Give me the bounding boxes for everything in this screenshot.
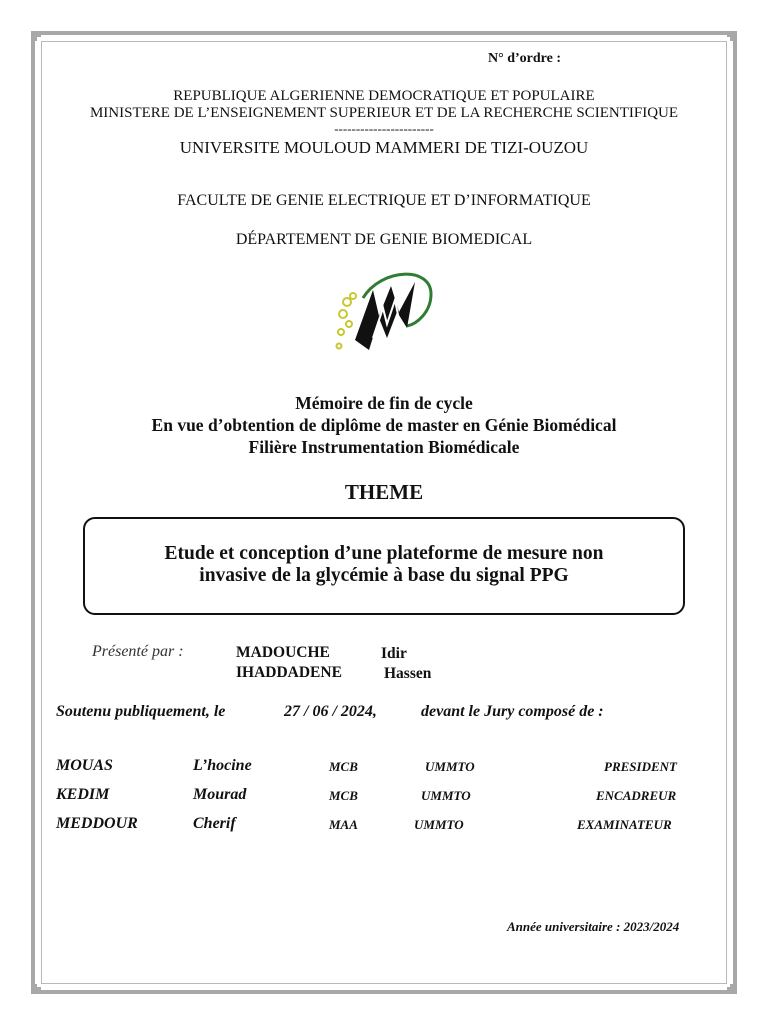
republic-line: REPUBLIQUE ALGERIENNE DEMOCRATIQUE ET POPULAIRE bbox=[173, 88, 595, 104]
corner-ornament bbox=[727, 984, 737, 994]
jury-institution: UMMTO bbox=[425, 759, 475, 774]
academic-year: Année universitaire : 2023/2024 bbox=[507, 919, 680, 934]
corner-ornament bbox=[31, 31, 41, 41]
page-border-inner bbox=[41, 41, 727, 984]
jury-grade: MAA bbox=[329, 817, 358, 832]
corner-ornament bbox=[31, 984, 41, 994]
student-first-name: Hassen bbox=[384, 665, 432, 682]
theme-title-line1: Etude et conception d’une plateforme de mesure non bbox=[164, 543, 604, 564]
theme-box bbox=[83, 517, 685, 615]
header-separator: ----------------------- bbox=[334, 121, 434, 136]
university-name: UNIVERSITE MOULOUD MAMMERI DE TIZI-OUZOU bbox=[179, 138, 589, 157]
jury-first-name: L’hocine bbox=[193, 757, 252, 774]
jury-grade: MCB bbox=[329, 788, 358, 803]
memoire-degree: En vue d’obtention de diplôme de master en Génie Biomédical bbox=[151, 415, 617, 435]
jury-grade: MCB bbox=[329, 759, 358, 774]
jury-first-name: Cherif bbox=[193, 815, 236, 832]
student-first-name: Idir bbox=[381, 645, 407, 662]
university-logo bbox=[333, 268, 437, 354]
jury-institution: UMMTO bbox=[421, 788, 471, 803]
jury-last-name: KEDIM bbox=[56, 786, 110, 803]
order-number-label: N° d’ordre : bbox=[488, 51, 561, 66]
presented-by-label: Présenté par : bbox=[92, 643, 184, 660]
corner-ornament bbox=[727, 31, 737, 41]
theme-title-line2: invasive de la glycémie à base du signal PPG bbox=[199, 565, 569, 586]
faculty-name: FACULTE DE GENIE ELECTRIQUE ET D’INFORMATIQUE bbox=[177, 192, 591, 209]
memoire-title: Mémoire de fin de cycle bbox=[295, 393, 473, 413]
jury-role: ENCADREUR bbox=[596, 788, 677, 803]
ministry-line: MINISTERE DE L’ENSEIGNEMENT SUPERIEUR ET DE LA RECHERCHE SCIENTIFIQUE bbox=[89, 105, 679, 121]
defense-date: 27 / 06 / 2024, bbox=[284, 703, 377, 720]
department-name: DÉPARTEMENT DE GENIE BIOMEDICAL bbox=[235, 231, 533, 248]
defense-label: Soutenu publiquement, le bbox=[56, 703, 226, 720]
theme-heading: THEME bbox=[344, 480, 424, 504]
jury-institution: UMMTO bbox=[414, 817, 464, 832]
jury-intro: devant le Jury composé de : bbox=[421, 703, 604, 720]
student-last-name: IHADDADENE bbox=[236, 664, 342, 681]
student-last-name: MADOUCHE bbox=[236, 644, 330, 661]
jury-role: PRESIDENT bbox=[604, 759, 677, 774]
jury-last-name: MEDDOUR bbox=[56, 815, 138, 832]
jury-first-name: Mourad bbox=[193, 786, 247, 803]
jury-last-name: MOUAS bbox=[56, 757, 113, 774]
jury-role: EXAMINATEUR bbox=[577, 817, 672, 832]
memoire-track: Filière Instrumentation Biomédicale bbox=[248, 437, 520, 457]
